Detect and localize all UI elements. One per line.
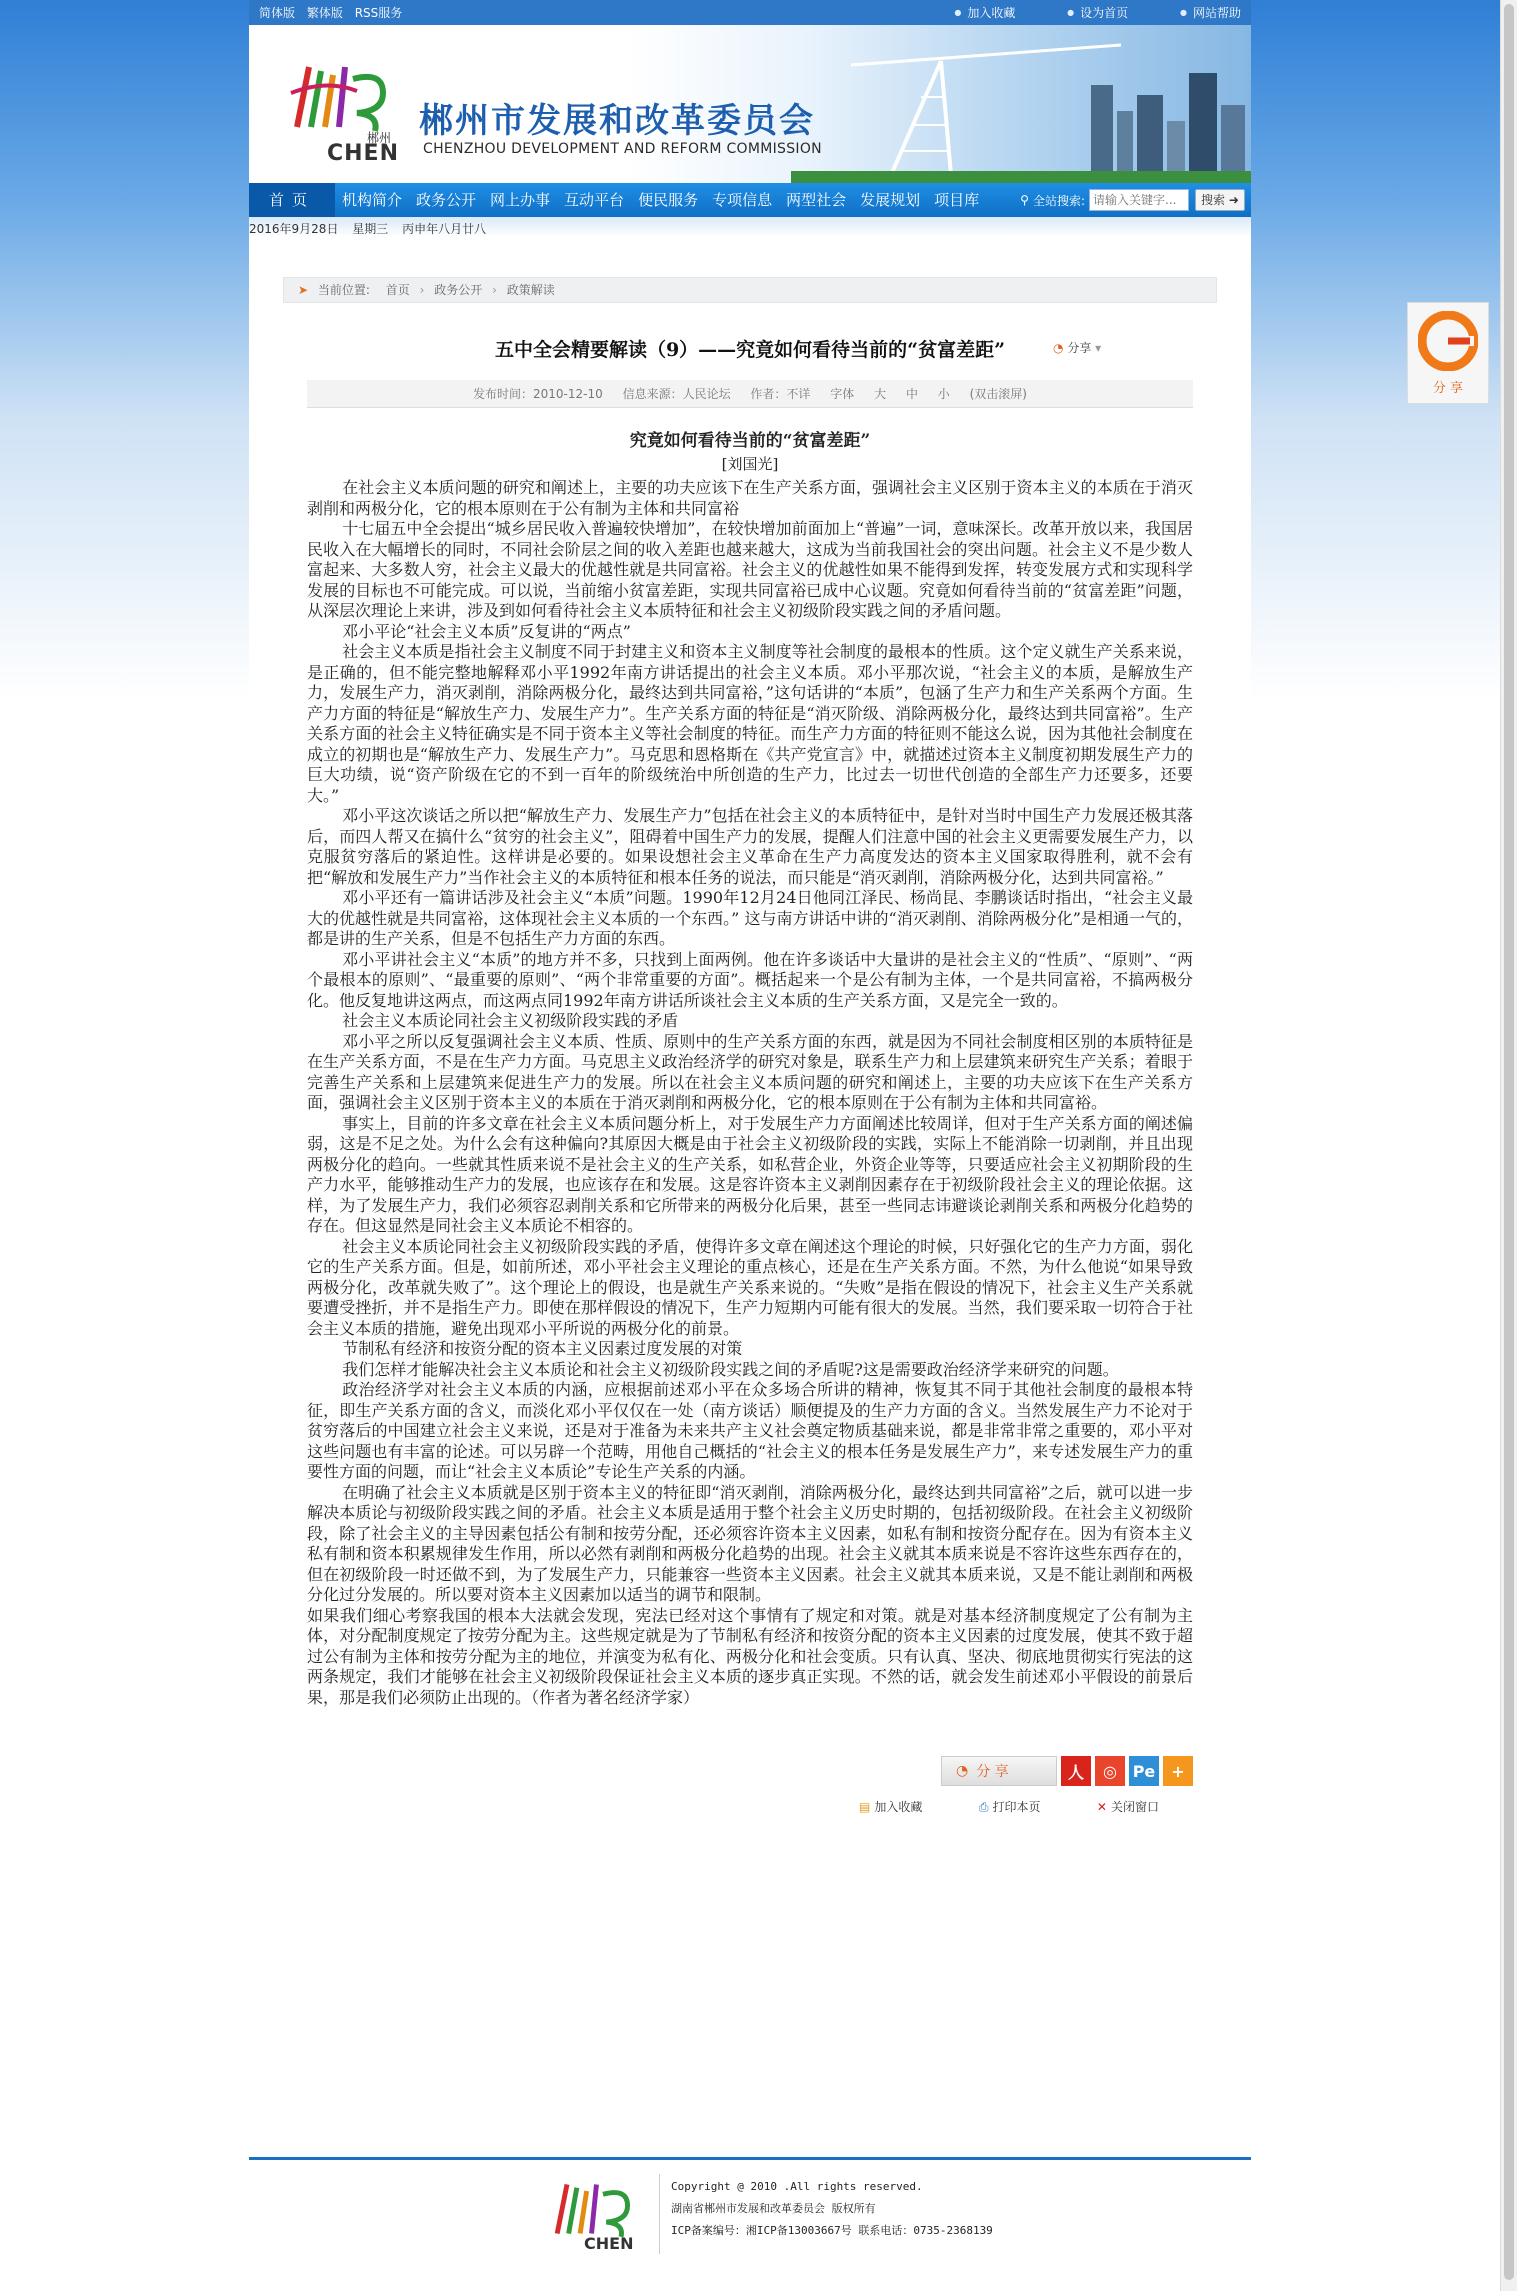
set-homepage-link[interactable]: ● 设为首页: [1067, 6, 1128, 20]
scrollbar-thumb[interactable]: [1504, 4, 1514, 2280]
paragraph: 在明确了社会主义本质就是区别于资本主义的特征即“消灭剥削，消除两极分化，最终达到共同富裕”之后，就可以进一步解决本质论与初级阶段实践之间的矛盾。社会主义本质是适用于整个社会主义历史时期的，包括初级阶段。在社会主义初级阶段，除了社会主义的主导因素包括公有制和按劳分配，还必须容许资本主义因素，如私有制和按资分配存在。因为有资本主义私有制和资本积累规律发生作用，所以必然有剥削和两极分化趋势的出现。社会主义就其本质来说是不容许这些东西存在的，但在初级阶段一时还做不到，为了发展生产力，只能兼容一些资本主义因素。社会主义就其本质来说，又是不能让剥削和两极分化过分发展的。所以要对资本主义因素加以适当的调节和限制。: [307, 1482, 1193, 1604]
share-g-icon: ◔: [956, 1763, 969, 1779]
paragraph: 邓小平之所以反复强调社会主义本质、性质、原则中的生产关系方面的东西，就是因为不同社会制度相区别的本质特征是在生产关系方面，不是在生产力方面。马克思主义政治经济学的研究对象是，联系生产力和上层建筑来研究生产关系；着眼于完善生产关系和上层建筑来促进生产力的发展。所以在社会主义本质问题的研究和阐述上，主要的功夫应该下在生产关系方面，强调社会主义区别于资本主义的本质在于消灭剥削和两极分化，它的根本原则在于公有制为主体和共同富裕。: [307, 1031, 1193, 1112]
main-content: [249, 237, 1251, 2117]
paragraph: 我们怎样才能解决社会主义本质论和社会主义初级阶段实践之间的矛盾呢?这是需要政治经济学来研究的问题。: [342, 1359, 1119, 1379]
add-favorite-tool-label: 加入收藏: [874, 1800, 923, 1814]
floating-share-label: 分 享: [1432, 381, 1464, 396]
footer-logo-text: CHEN: [584, 2234, 634, 2253]
paragraph: 政治经济学对社会主义本质的内涵，应根据前述邓小平在众多场合所讲的精神，恢复其不同于其他社会制度的最根本特征，即生产关系方面的含义，而淡化邓小平仅仅在一处（南方谈话）顺便提及的生产力方面的含义。当然发展生产力不论对于贫穷落后的中国建立社会主义来说，还是对于准备为未来共产主义社会奠定物质基础来说，都是非常非常之重要的，邓小平对这些问题也有丰富的论述。可以另辟一个范畴，用他自己概括的“社会主义的根本任务是发展生产力”，来专述发展生产力的重要性方面的问题，而让“社会主义本质论”专论生产关系的内涵。: [307, 1380, 1193, 1481]
copyright: Copyright @ 2010 .All rights reserved.: [671, 2180, 923, 2193]
close-icon: ✕: [1096, 1800, 1107, 1814]
section-heading: 邓小平论“社会主义本质”反复讲的“两点”: [342, 621, 631, 641]
share-dropdown[interactable]: [1053, 339, 1101, 356]
publish-time: 发布时间：2010-12-10: [472, 387, 603, 401]
nav-online-services[interactable]: 网上办事: [490, 191, 551, 209]
share-button-label: 分 享: [976, 1764, 1009, 1780]
top-links-left: [259, 4, 410, 21]
paragraph: 事实上，目前的许多文章在社会主义本质问题分析上，对于发展生产力方面阐述比较周详，但对于生产关系方面的阐述偏弱，这是不足之处。为什么会有这种偏向?其原因大概是由于社会主义初级阶段的实践，实际上不能消除一切剥削，并且出现两极分化的趋向。一些就其性质来说不是社会主义的生产关系，如私营企业，外资企业等等，只要适应社会主义初期阶段的生产力水平，能够推动生产力的发展，也应该存在和发展。这是容许资本主义剥削因素存在于初级阶段社会主义的理论依据。这样，为了发展生产力，我们必须容忍剥削关系和它所带来的两极分化后果，甚至一些同志讳避谈论剥削关系和两极分化趋势的存在。但这显然是同社会主义本质论不相容的。: [307, 1113, 1193, 1235]
breadcrumb-policy[interactable]: 政策解读: [506, 283, 555, 297]
nav-two-type-society[interactable]: 两型社会: [786, 191, 847, 209]
search-button[interactable]: 搜索 ➜: [1195, 189, 1245, 211]
share-button[interactable]: [941, 1756, 1057, 1786]
breadcrumb-home[interactable]: 首页: [385, 283, 410, 297]
share-weibo-icon[interactable]: ◎: [1095, 1756, 1125, 1786]
icp-info: ICP备案编号：湘ICP备13003667号 联系电话：0735-2368139: [671, 2224, 993, 2237]
search-label: 全站搜索:: [1032, 193, 1085, 208]
top-links-right: [906, 4, 1241, 21]
chevron-down-icon: ▾: [1095, 341, 1102, 355]
nav-special-info[interactable]: 专项信息: [712, 191, 773, 209]
print-icon: ⎙: [978, 1800, 989, 1814]
nav-development-planning[interactable]: 发展规划: [860, 191, 921, 209]
share-bar: [929, 1756, 1193, 1786]
font-small-link[interactable]: 小: [937, 387, 950, 401]
footer-text: [671, 2176, 993, 2242]
article-author: [刘国光]: [721, 455, 779, 473]
share-g-icon: [1418, 311, 1478, 371]
footer-vertical-divider: [659, 2174, 660, 2254]
scroll-hint: (双击滚屏): [969, 387, 1027, 401]
share-renren-icon[interactable]: 人: [1061, 1756, 1091, 1786]
breadcrumb: [283, 277, 1217, 303]
paragraph: 社会主义本质是指社会主义制度不同于封建主义和资本主义制度等社会制度的最根本的性质。这个定义就生产关系来说，是正确的，但不能完整地解释邓小平1992年南方讲话提出的社会主义本质。邓小平那次说，“社会主义的本质，是解放生产力，发展生产力，消灭剥削，消除两极分化，最终达到共同富裕，”这句话讲的“本质”，包涵了生产力和生产关系两个方面。生产力方面的特征是“解放生产力、发展生产力”。生产关系方面的特征是“消灭阶级、消除两极分化，最终达到共同富裕”。生产关系方面的社会主义特征确实是不同于资本主义等社会制度的特征。而生产力方面的特征则不能这么说，因为其他社会制度在成立的初期也是“解放生产力、发展生产力”。马克思和恩格斯在《共产党宣言》中，就描述过资本主义制度初期发展生产力的巨大功绩，说“资产阶级在它的不到一百年的阶级统治中所创造的生产力，比过去一切世代创造的全部生产力还要多，还要大。”: [307, 642, 1193, 805]
simplified-link[interactable]: 简体版: [259, 6, 296, 20]
share-qzone-icon[interactable]: Pe: [1129, 1756, 1159, 1786]
site-banner: [249, 25, 1251, 183]
breadcrumb-arrow-icon: ➤: [298, 283, 309, 297]
star-icon: ▤: [859, 1800, 871, 1814]
add-favorite-link[interactable]: ● 加入收藏: [954, 6, 1015, 20]
logo-chinese-text: 郴州: [367, 131, 392, 145]
paragraph: 邓小平这次谈话之所以把“解放生产力、发展生产力”包括在社会主义的本质特征中，是针对当时中国生产力发展还极其落后，而四人帮又在搞什么“贫穷的社会主义”，阻碍着中国生产力的发展，提醒人们注意中国的社会主义更需要发展生产力，以克服贫穷落后的紧迫性。这样讲是必要的。如果设想社会主义革命在生产力高度发达的资本主义国家取得胜利，就不会有把“解放和发展生产力”当作社会主义的本质特征和根本任务的说法，而只能是“消灭剥削，消除两极分化，达到共同富裕。”: [307, 806, 1193, 887]
paragraph: 如果我们细心考察我国的根本大法就会发现，宪法已经对这个事情有了规定和对策。就是对基本经济制度规定了公有制为主体，对分配制度规定了按劳分配为主。这些规定就是为了节制私有经济和按资分配的资本主义因素的过度发展，使其不致于超过公有制为主体和按劳分配为主的地位，并演变为私有化、两极分化和社会变质。只有认真、坚决、彻底地贯彻实行宪法的这两条规定，我们才能够在社会主义初级阶段保证社会主义本质的逐步真正实现。不然的话，就会发生前述邓小平假设的前景后果，那是我们必须防止出现的。（作者为著名经济学家）: [307, 1605, 1193, 1707]
font-large-link[interactable]: 大: [874, 387, 887, 401]
breadcrumb-separator-icon: ›: [492, 283, 497, 297]
paragraph: 十七届五中全会提出“城乡居民收入普遍较快增加”，在较快增加前面加上“普遍”一词，意味深长。改革开放以来，我国居民收入在大幅增长的同时，不同社会阶层之间的收入差距也越来越大，这成为当前我国社会的突出问题。社会主义不是少数人富起来、大多数人穷，社会主义最大的优越性就是共同富裕。社会主义的优越性如果不能得到发挥，转变发展方式和实现科学发展的目标也不可能完成。可以说，当前缩小贫富差距，实现共同富裕已成中心议题。究竟如何看待当前的“贫富差距”问题，从深层次理论上来讲，涉及到如何看待社会主义本质特征和社会主义初级阶段实践之间的矛盾问题。: [307, 519, 1193, 620]
close-window-tool-label: 关闭窗口: [1110, 1800, 1159, 1814]
section-heading: 社会主义本质论同社会主义初级阶段实践的矛盾: [342, 1011, 679, 1030]
print-tool[interactable]: [979, 1798, 1041, 1815]
search-icon: ⚲: [1020, 193, 1029, 207]
site-help-link[interactable]: ● 网站帮助: [1180, 6, 1241, 20]
traditional-link[interactable]: 繁体版: [306, 6, 343, 20]
breadcrumb-separator-icon: ›: [419, 283, 425, 297]
font-size-label: 字体: [830, 387, 855, 401]
owner: 湖南省郴州市发展和改革委员会 版权所有: [671, 2202, 876, 2215]
font-medium-link[interactable]: 中: [905, 387, 918, 401]
breadcrumb-gov-affairs[interactable]: 政务公开: [434, 283, 483, 297]
current-date: 2016年9月28日: [249, 222, 339, 236]
nav-gov-affairs[interactable]: 政务公开: [416, 191, 477, 209]
article-meta: [307, 380, 1193, 408]
paragraph: 邓小平还有一篇讲话涉及社会主义“本质”问题。1990年12月24日他同江泽民、杨尚昆、李鹏谈话时指出，“社会主义最大的优越性就是共同富裕，这体现社会主义本质的一个东西。” 这与南方讲话中讲的“消灭剥削、消除两极分化”是相通一气的，都是讲的生产关系，但是不包括生产力方面的东西。: [307, 888, 1193, 948]
nav-project-library[interactable]: 项目库: [934, 191, 980, 209]
info-source: 信息来源：人民论坛: [622, 387, 731, 401]
floating-share-widget[interactable]: [1407, 302, 1489, 404]
nav-interaction[interactable]: 互动平台: [564, 191, 625, 209]
article-title: [283, 335, 1217, 362]
author-meta: 作者：不详: [750, 387, 811, 401]
print-tool-label: 打印本页: [992, 1800, 1041, 1814]
page-wrapper: [249, 0, 1251, 2270]
lunar-date: 丙申年八月廿八: [402, 222, 487, 236]
search-button-label: 搜索: [1201, 193, 1226, 207]
add-favorite-tool[interactable]: [859, 1798, 922, 1815]
site-title: 郴州市发展和改革委员会: [419, 101, 815, 141]
nav-about[interactable]: 机构简介: [342, 191, 403, 209]
article-body: [307, 478, 1193, 1708]
page-scrollbar[interactable]: [1500, 0, 1517, 2291]
top-bar: [249, 0, 1251, 25]
logo-chen-text: CHEN: [327, 141, 399, 166]
rss-link[interactable]: RSS服务: [354, 6, 403, 20]
site-search: [1020, 189, 1245, 211]
share-mini-label: 分享: [1067, 341, 1092, 355]
city-skyline-illustration: [791, 25, 1251, 183]
site-subtitle: CHENZHOU DEVELOPMENT AND REFORM COMMISSION: [423, 141, 822, 157]
nav-home[interactable]: 首页: [249, 183, 335, 217]
breadcrumb-label: 当前位置:: [317, 283, 370, 297]
article-tools: [859, 1798, 1159, 1815]
date-bar: [249, 217, 1251, 237]
paragraph: 在社会主义本质问题的研究和阐述上，主要的功夫应该下在生产关系方面，强调社会主义区别于资本主义的本质在于消灭剥削和两极分化，它的根本原则在于公有制为主体和共同富裕: [307, 478, 1193, 518]
site-footer: [249, 2160, 1251, 2270]
main-nav: [249, 183, 1251, 217]
paragraph: 社会主义本质论同社会主义初级阶段实践的矛盾，使得许多文章在阐述这个理论的时候，只好强化它的生产力方面，弱化它的生产关系方面。但是，如前所述，邓小平社会主义理论的重点核心，还是在生产关系方面。不然，为什么他说“如果导致两极分化，改革就失败了”。这个理论上的假设，也是就生产关系来说的。“失败”是指在假设的情况下，社会主义生产关系就要遭受挫折，并不是指生产力。即使在那样假设的情况下，生产力短期内可能有很大的发展。当然，我们要采取一切符合于社会主义本质的措施，避免出现邓小平所说的两极分化的前景。: [307, 1236, 1193, 1338]
section-heading: 节制私有经济和按资分配的资本主义因素过度发展的对策: [342, 1339, 743, 1358]
share-g-icon: ◔: [1053, 341, 1064, 355]
close-window-tool[interactable]: [1097, 1798, 1159, 1815]
paragraph: 邓小平讲社会主义“本质”的地方并不多，只找到上面两例。他在许多谈话中大量讲的是社会主义的“性质”、“原则”、“两个最根本的原则”、“最重要的原则”、“两个非常重要的方面”。概括起来一个是公有制为主体，一个是共同富裕，不搞两极分化。他反复地讲这两点，而这两点同1992年南方讲话所谈社会主义本质的生产关系方面，又是完全一致的。: [307, 949, 1193, 1010]
chenzhou-logo-icon: [287, 57, 397, 137]
nav-public-services[interactable]: 便民服务: [638, 191, 699, 209]
current-weekday: 星期三: [352, 222, 389, 236]
share-more-icon[interactable]: +: [1163, 1756, 1193, 1786]
search-input[interactable]: [1089, 189, 1189, 211]
article-title-text: 五中全会精要解读（9）——究竟如何看待当前的“贫富差距”: [494, 339, 1006, 361]
article-subtitle: 究竟如何看待当前的“贫富差距”: [629, 431, 871, 451]
